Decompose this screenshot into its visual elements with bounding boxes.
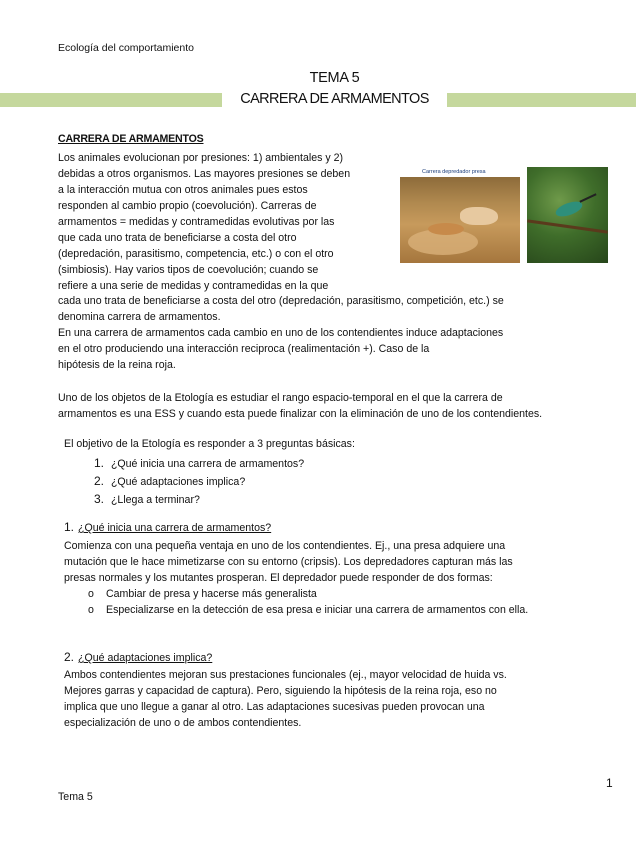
running-header: Ecología del comportamiento bbox=[58, 42, 194, 54]
text-line: armamentos es una ESS y cuando esta puede finalizar con la eliminación de uno de los contendientes. bbox=[58, 408, 543, 420]
text-line: refiere a una serie de medidas y contramedidas en la que bbox=[58, 280, 329, 292]
text-line: implica que uno llegue a ganar al otro. Las adaptaciones sucesivas pueden provocan una bbox=[64, 701, 485, 713]
text-line: Comienza con una pequeña ventaja en uno de los contendientes. Ej., una presa adquiere una bbox=[64, 540, 506, 552]
list-item-text: ¿Qué adaptaciones implica? bbox=[110, 476, 246, 488]
section-heading: CARRERA DE ARMAMENTOS bbox=[58, 133, 204, 145]
text-line: Ambos contendientes mejoran sus prestaciones funcionales (ej., mayor velocidad de huida vs. bbox=[64, 669, 507, 681]
subsection-heading-1 bbox=[64, 520, 271, 534]
text-line: cada uno trata de beneficiarse a costa del otro (depredación, parasitismo, competición, etc.) se bbox=[58, 295, 504, 307]
text-line: denomina carrera de armamentos. bbox=[58, 311, 221, 323]
text-line: (simbiosis). Hay varios tipos de coevolución; cuando se bbox=[58, 264, 319, 276]
subsection-1-body bbox=[64, 538, 584, 586]
paragraph-continued bbox=[58, 293, 588, 373]
subsection-2-body bbox=[64, 667, 584, 731]
list-item-text: ¿Qué inicia una carrera de armamentos? bbox=[110, 458, 305, 470]
bullet-mark: o bbox=[88, 604, 94, 616]
text-line: responden al cambio propio (coevolución). Carreras de bbox=[58, 200, 317, 212]
list-number: 2. bbox=[94, 474, 105, 488]
predator-prey-photo bbox=[400, 177, 520, 263]
list-number: 3. bbox=[94, 492, 105, 506]
bullet-item bbox=[88, 586, 566, 602]
figure-caption: Carrera depredador presa bbox=[422, 169, 486, 175]
title-band-left bbox=[0, 93, 222, 107]
text-line: a la interacción mutua con otros animales pues estos bbox=[58, 184, 308, 196]
bullet-mark: o bbox=[88, 588, 94, 600]
subsection-heading-2 bbox=[64, 650, 212, 664]
branch-shape bbox=[527, 219, 608, 233]
list-number: 1. bbox=[94, 456, 105, 470]
text-line: que cada uno trata de beneficiarse a costa del otro bbox=[58, 232, 297, 244]
text-line: Uno de los objetos de la Etología es estudiar el rango espacio-temporal en el que la carrera de bbox=[58, 392, 503, 404]
intro-paragraph bbox=[58, 150, 393, 294]
bullet-item bbox=[88, 602, 566, 618]
hummingbird-photo bbox=[527, 167, 608, 263]
text-line: presas normales y los mutantes prosperan. El depredador puede responder de dos formas: bbox=[64, 572, 493, 584]
text-line: Los animales evolucionan por presiones: 1) ambientales y 2) bbox=[58, 152, 344, 164]
questions-intro: El objetivo de la Etología es responder a 3 preguntas básicas: bbox=[64, 438, 355, 450]
running-footer: Tema 5 bbox=[58, 791, 93, 803]
list-item bbox=[94, 473, 304, 491]
beak-shape bbox=[579, 193, 596, 202]
prey-shape bbox=[460, 207, 498, 225]
text-line: (depredación, parasitismo, competencia, etc.) o con el otro bbox=[58, 248, 334, 260]
subsection-number: 2. bbox=[64, 650, 75, 664]
ess-paragraph bbox=[58, 390, 588, 422]
text-line: hipótesis de la reina roja. bbox=[58, 359, 176, 371]
text-line: mutación que le hace mimetizarse con su entorno (cripsis). Los depredadores capturan más las bbox=[64, 556, 513, 568]
title-band-right bbox=[447, 93, 636, 107]
text-line: en el otro produciendo una interacción reciproca (realimentación +). Caso de la bbox=[58, 343, 430, 355]
subsection-title: ¿Qué adaptaciones implica? bbox=[78, 652, 213, 664]
text-line: armamentos = medidas y contramedidas evolutivas por las bbox=[58, 216, 335, 228]
page-title-topic: TEMA 5 bbox=[309, 70, 360, 86]
predator-prey-figure bbox=[400, 167, 608, 263]
list-item bbox=[94, 491, 304, 509]
bullet-text: Especializarse en la detección de esa presa e iniciar una carrera de armamentos con ella. bbox=[106, 604, 529, 616]
bullet-text: Cambiar de presa y hacerse más generalista bbox=[106, 588, 317, 600]
text-line: Mejores garras y capacidad de captura). Pero, siguiendo la hipótesis de la reina roja, eso no bbox=[64, 685, 497, 697]
bullet-list bbox=[88, 586, 566, 618]
page-number: 1 bbox=[606, 776, 613, 790]
list-item-text: ¿Llega a terminar? bbox=[110, 494, 200, 506]
predator-shape bbox=[428, 223, 464, 235]
subsection-number: 1. bbox=[64, 520, 75, 534]
questions-list bbox=[94, 455, 304, 509]
text-line: especialización de uno o de ambos contendientes. bbox=[64, 717, 302, 729]
subsection-title: ¿Qué inicia una carrera de armamentos? bbox=[78, 522, 272, 534]
list-item bbox=[94, 455, 304, 473]
text-line: En una carrera de armamentos cada cambio en uno de los contendientes induce adaptaciones bbox=[58, 327, 504, 339]
page-title: CARRERA DE ARMAMENTOS bbox=[240, 91, 429, 107]
text-line: debidas a otros organismos. Las mayores presiones se deben bbox=[58, 168, 351, 180]
